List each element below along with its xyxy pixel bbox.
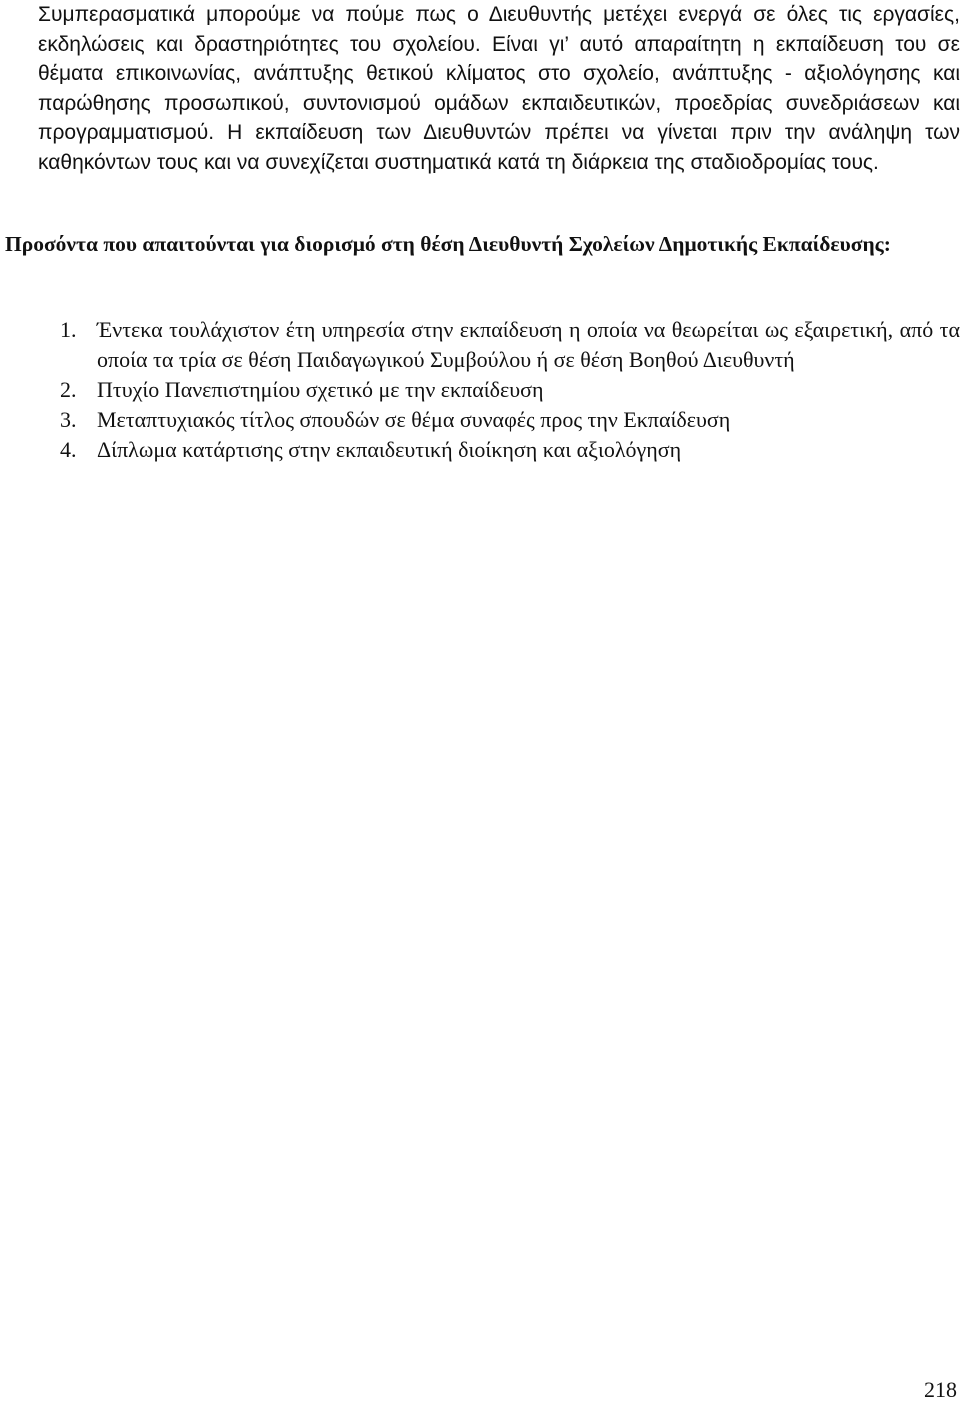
list-item-number: 2. bbox=[60, 377, 77, 402]
list-item bbox=[60, 315, 960, 375]
page-number: 218 bbox=[924, 1377, 957, 1402]
list-item-text: Δίπλωμα κατάρτισης στην εκπαιδευτική διοίκηση και αξιολόγηση bbox=[97, 437, 682, 462]
list-item-number: 1. bbox=[60, 317, 77, 342]
list-item bbox=[60, 435, 960, 465]
list-item-number: 4. bbox=[60, 437, 77, 462]
list-item bbox=[60, 375, 960, 405]
section-heading: Προσόντα που απαιτούνται για διορισμό στη θέση Διευθυντή Σχολείων Δημοτικής Εκπαίδευσης: bbox=[5, 232, 891, 256]
list-item-text: Μεταπτυχιακός τίτλος σπουδών σε θέμα συναφές προς την Εκπαίδευση bbox=[97, 407, 731, 432]
list-item-text: Έντεκα τουλάχιστον έτη υπηρεσία στην εκπαίδευση η οποία να θεωρείται ως εξαιρετική, από τα οποία τα τρία σε θέση Παιδαγωγικού Συμβούλου ή σε θέση Βοηθού Διευθυντή bbox=[97, 317, 960, 372]
requirements-list bbox=[60, 315, 960, 465]
list-item-number: 3. bbox=[60, 407, 77, 432]
list-item bbox=[60, 405, 960, 435]
body-paragraph: Συμπερασματικά μπορούμε να πούμε πως ο Διευθυντής μετέχει ενεργά σε όλες τις εργασίες, εκδηλώσεις και δραστηριότητες του σχολείου. Είναι γι’ αυτό απαραίτητη η εκπαίδευση του σε θέματα επικοινωνίας, ανάπτυξης θετικού κλίματος στο σχολείο, ανάπτυξης - αξιολόγησης και παρώθησης προσωπικού, συντονισμού ομάδων εκπαιδευτικών, προεδρίας συνεδριάσεων και προγραμματισμού. Η εκπαίδευση των Διευθυντών πρέπει να γίνεται πριν την ανάληψη των καθηκόντων τους και να συνεχίζεται συστηματικά κατά τη διάρκεια της σταδιοδρομίας τους. bbox=[38, 3, 960, 174]
list-item-text: Πτυχίο Πανεπιστημίου σχετικό με την εκπαίδευση bbox=[97, 377, 544, 402]
